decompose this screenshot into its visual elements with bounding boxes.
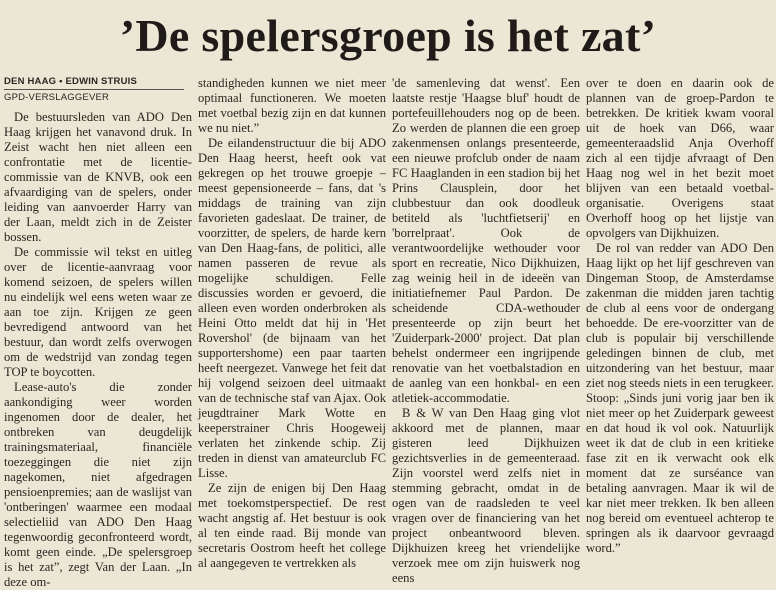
byline-block: [4, 76, 192, 104]
headline: ’De spelersgroep is het zat’: [119, 9, 657, 61]
paragraph: De commissie wil tekst en uitleg over de licentie-aanvraag voor komend seizoen, de spelers willen nu eindelijk wel eens weten waar ze aan toe zijn. Krijgen ze geen bevredigend antwoord van het bestuur, dan wordt zelfs overwogen om de wedstrijd van zondag tegen TOP te boycotten.: [4, 245, 192, 379]
column-2: [198, 76, 386, 576]
paragraph: B & W van Den Haag ging vlot akkoord met de plannen, maar gisteren leed Dijkhuizen gezichtsverlies in de gemeenteraad. Zijn voorstel werd zelfs niet in stemming gebracht, omdat in de ogen van de raadsleden te veel vragen over de financiering van het project onbeantwoord bleven. Dijkhuizen kreeg het vriendelijke verzoek mee om zijn huiswerk nog eens: [392, 406, 580, 585]
paragraph: Lease-auto's die zonder aankondiging weer worden ingenomen door de dealer, het ontbreken van deugdelijk trainingsmateriaal, financiële toezeggingen die niet zijn nagekomen, niet afgedragen pensioenpremies; aan de waslijst van 'ontberingen' waarmee een modaal selectieliid van ADO Den Haag tegenwoordig geconfronteerd wordt, komt geen einde. „De spelersgroep is het zat”, zegt Van der Laan. „In deze om-: [4, 380, 192, 589]
column-4: [586, 76, 774, 576]
byline-divider: [4, 89, 184, 90]
department-label: GPD-VERSLAGGEVER: [4, 92, 110, 103]
paragraph: standigheden kunnen we niet meer optimaal functioneren. We moeten met voetbal bezig zijn en dat kunnen we nu niet.”: [198, 76, 386, 135]
paragraph: over te doen en daarin ook de plannen van de groep-Pardon te betrekken. De kritiek kwam vooral uit de hoek van D66, waar gemeenteraadslid Anja Overhoff zich al een tijdje afvraagt of Den Haag nog wel in het bezit moet blijven van een betaald voetbal-organisatie. Overigens staat Overhoff hoog op het lijstje van opvolgers van Dijkhuizen.: [586, 76, 774, 240]
byline: DEN HAAG • EDWIN STRUIS: [4, 76, 138, 87]
paragraph: De eilandenstructuur die bij ADO Den Haag heerst, heeft ook vat gekregen op het trouwe groepje – meest gepensioneerde – fans, dat 's middags de training van zijn favorieten gadeslaat. De trainer, de voorzitter, de spelers, de harde kern van Den Haag-fans, de politici, alle namen passeren de revue als mogelijke schuldigen. Felle discussies worden er gevoerd, die alleen even worden onderbroken als Heini Otto meldt dat hij in 'Het Rovershol' (de bijnaam van het supportershome) een paar taarten heeft neergezet. Vanwege het feit dat hij volgend seizoen deel uitmaakt van de technische staf van Ajax. Ook jeugdtrainer Mark Wotte en keeperstrainer Chris Hoogeweij verlaten het zinkende schip. Zij treden in dienst van amateurclub FC Lisse.: [198, 136, 386, 480]
column-1: [4, 76, 192, 589]
paragraph: Ze zijn de enigen bij Den Haag met toekomstperspectief. De rest wacht angstig af. Het bestuur is ook al ten einde raad. Bij monde van secretaris Oostrom heeft het college al aangegeven te vertrekken als: [198, 481, 386, 570]
paragraph: De bestuursleden van ADO Den Haag krijgen het vanavond druk. In Zeist wacht hen niet alleen een confrontatie met de licentie-commissie van de KNVB, ook een afvaardiging van de spelers, onder leiding van aanvoerder Harry van der Laan, meldt zich in de Zeister bossen.: [4, 110, 192, 244]
column-3: [392, 76, 580, 585]
paragraph: 'de samenleving dat wenst'. Een laatste restje 'Haagse bluf' houdt de portefeuillehouders nog op de been. Zo werden de plannen die een groep zakenmensen onlangs presenteerde, een nieuwe profclub onder de naam FC Haaglanden in een stadion bij het Prins Clausplein, door het clubbestuur dan ook doodleuk betiteld als 'luchtfietserij' en 'borrelpraat'. Ook de verantwoordelijke wethouder voor sport en recreatie, Nico Dijkhuizen, zag weinig heil in de ideeën van initiatiefnemer Paul Pardon. De scheidende CDA-wethouder presenteerde op zijn beurt het 'Zuiderpark-2000' project. Dat plan behelst ondermeer een ingrijpende renovatie van het voetbalstadion en de aanleg van een honkbal- en een atletiek-accommodatie.: [392, 76, 580, 405]
paragraph: De rol van redder van ADO Den Haag lijkt op het lijf geschreven van Dingeman Stoop, de Amsterdamse zakenman die midden jaren tachtig de club al eens voor de ondergang behoedde. De ere-voorzitter van de club is populair bij verschillende geledingen binnen de club, met uitzondering van het bestuur, maar ziet nog steeds niets in een terugkeer. Stoop: „Sinds juni vorig jaar ben ik niet meer op het Zuiderpark geweest en dat houd ik vol ook. Natuurlijk weet ik dat de club in een kritieke fase zit en ik verwacht ook elk moment dat ze surséance van betaling aanvragen. Maar ik wil de kar niet meer trekken. Ik ben alleen nog bereid om eventueel achterop te springen als ik daarvoor gevraagd word.”: [586, 241, 774, 555]
article-columns: [4, 76, 774, 589]
